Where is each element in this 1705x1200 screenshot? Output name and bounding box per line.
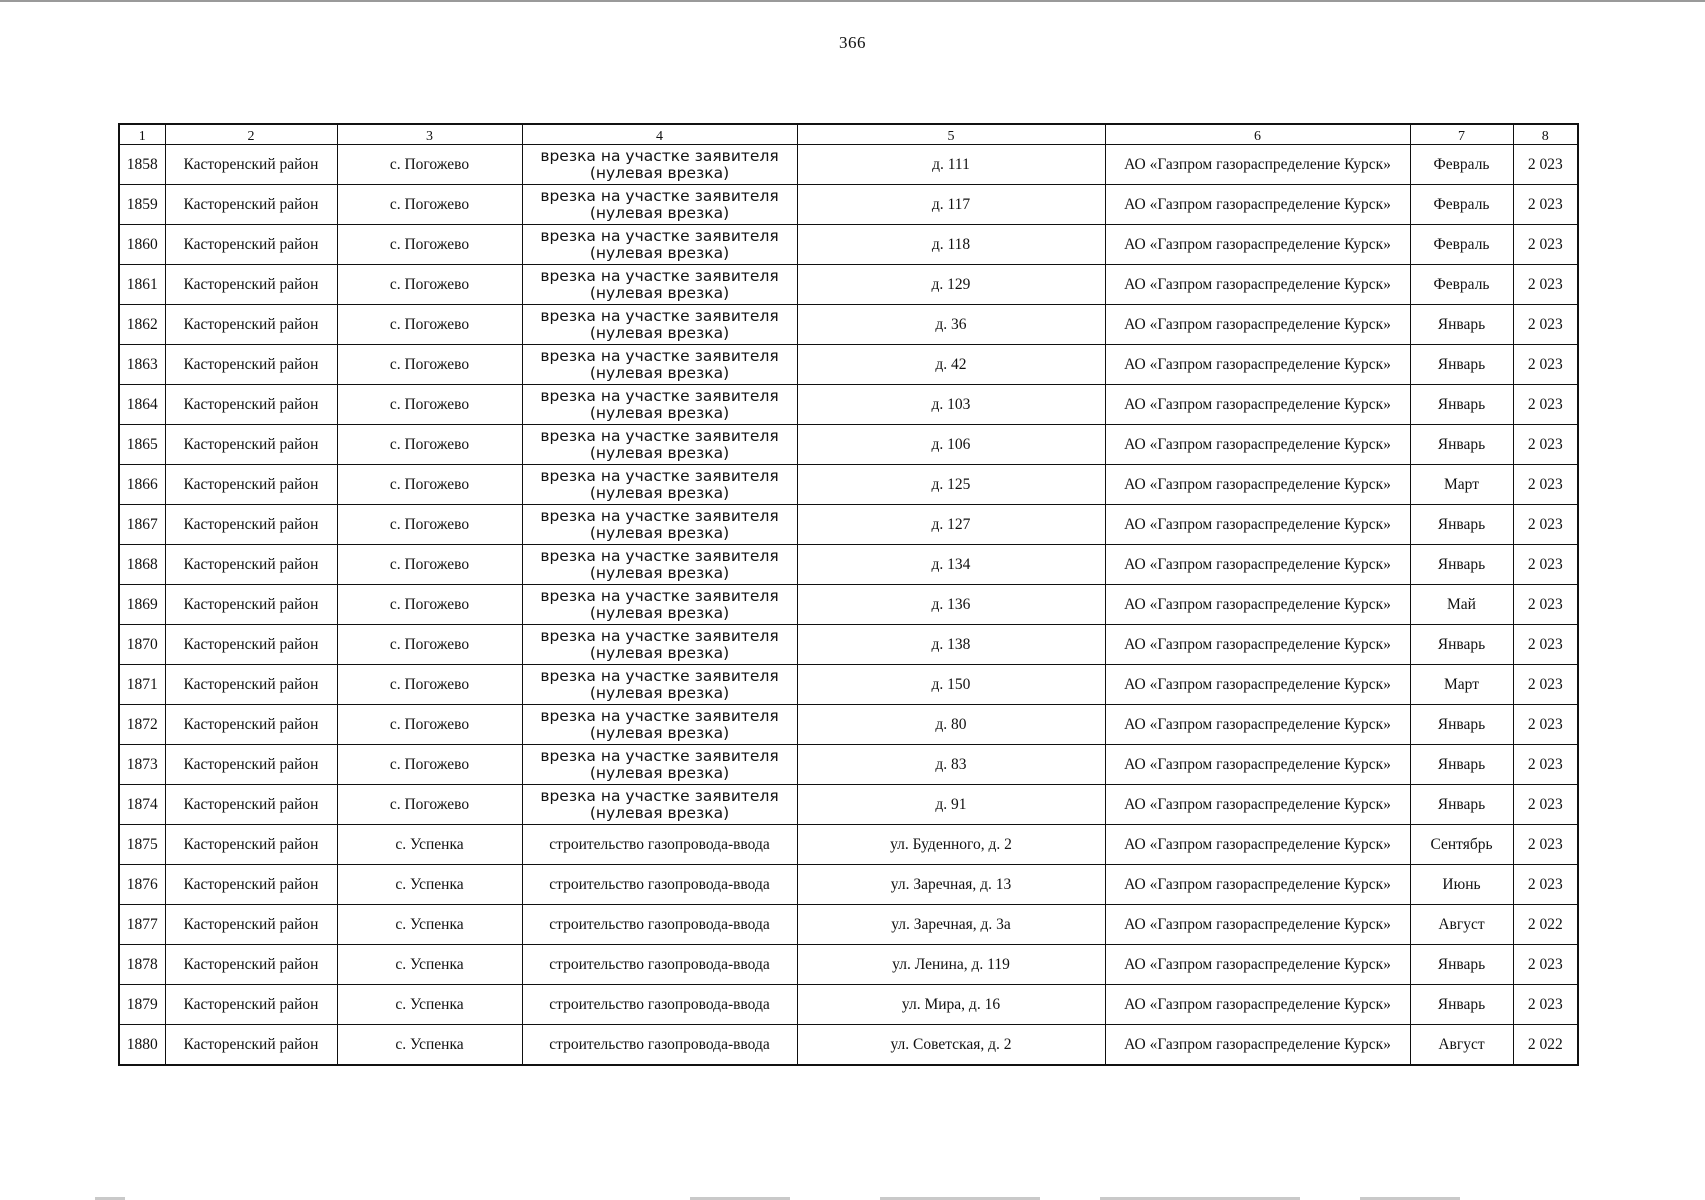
address-cell: д. 80 — [797, 705, 1105, 745]
year-cell: 2 023 — [1513, 465, 1578, 505]
month-cell: Январь — [1410, 945, 1513, 985]
work-type-cell: врезка на участке заявителя (нулевая врезка) — [522, 465, 797, 505]
settlement-cell: с. Успенка — [337, 825, 522, 865]
district-cell: Касторенский район — [165, 345, 337, 385]
address-cell: д. 111 — [797, 145, 1105, 185]
table-row — [119, 545, 1578, 585]
column-header: 2 — [165, 124, 337, 145]
table-row — [119, 185, 1578, 225]
row-number-cell: 1864 — [119, 385, 165, 425]
year-cell: 2 023 — [1513, 145, 1578, 185]
gasification-register-table — [118, 123, 1579, 1066]
table-row — [119, 145, 1578, 185]
year-cell: 2 023 — [1513, 745, 1578, 785]
settlement-cell: с. Погожево — [337, 465, 522, 505]
row-number-cell: 1870 — [119, 625, 165, 665]
address-cell: д. 129 — [797, 265, 1105, 305]
row-number-cell: 1860 — [119, 225, 165, 265]
row-number-cell: 1879 — [119, 985, 165, 1025]
work-type-cell: врезка на участке заявителя (нулевая врезка) — [522, 505, 797, 545]
settlement-cell: с. Погожево — [337, 345, 522, 385]
table-row — [119, 785, 1578, 825]
table-row — [119, 505, 1578, 545]
row-number-cell: 1865 — [119, 425, 165, 465]
settlement-cell: с. Погожево — [337, 665, 522, 705]
table-row — [119, 225, 1578, 265]
month-cell: Август — [1410, 905, 1513, 945]
district-cell: Касторенский район — [165, 265, 337, 305]
district-cell: Касторенский район — [165, 225, 337, 265]
address-cell: д. 91 — [797, 785, 1105, 825]
organization-cell: АО «Газпром газораспределение Курск» — [1105, 705, 1410, 745]
year-cell: 2 023 — [1513, 985, 1578, 1025]
table-row — [119, 945, 1578, 985]
year-cell: 2 023 — [1513, 705, 1578, 745]
settlement-cell: с. Успенка — [337, 865, 522, 905]
year-cell: 2 023 — [1513, 305, 1578, 345]
row-number-cell: 1875 — [119, 825, 165, 865]
row-number-cell: 1866 — [119, 465, 165, 505]
column-header: 3 — [337, 124, 522, 145]
row-number-cell: 1861 — [119, 265, 165, 305]
district-cell: Касторенский район — [165, 185, 337, 225]
district-cell: Касторенский район — [165, 145, 337, 185]
work-type-cell: врезка на участке заявителя (нулевая врезка) — [522, 665, 797, 705]
settlement-cell: с. Успенка — [337, 1025, 522, 1065]
district-cell: Касторенский район — [165, 705, 337, 745]
month-cell: Январь — [1410, 745, 1513, 785]
month-cell: Январь — [1410, 545, 1513, 585]
organization-cell: АО «Газпром газораспределение Курск» — [1105, 265, 1410, 305]
district-cell: Касторенский район — [165, 385, 337, 425]
row-number-cell: 1869 — [119, 585, 165, 625]
month-cell: Январь — [1410, 425, 1513, 465]
address-cell: д. 83 — [797, 745, 1105, 785]
settlement-cell: с. Погожево — [337, 145, 522, 185]
month-cell: Январь — [1410, 625, 1513, 665]
organization-cell: АО «Газпром газораспределение Курск» — [1105, 985, 1410, 1025]
year-cell: 2 023 — [1513, 825, 1578, 865]
row-number-cell: 1873 — [119, 745, 165, 785]
row-number-cell: 1876 — [119, 865, 165, 905]
settlement-cell: с. Погожево — [337, 625, 522, 665]
table-body — [119, 145, 1578, 1065]
work-type-cell: врезка на участке заявителя (нулевая врезка) — [522, 425, 797, 465]
address-cell: ул. Заречная, д. 13 — [797, 865, 1105, 905]
address-cell: д. 117 — [797, 185, 1105, 225]
organization-cell: АО «Газпром газораспределение Курск» — [1105, 1025, 1410, 1065]
address-cell: ул. Ленина, д. 119 — [797, 945, 1105, 985]
table-row — [119, 585, 1578, 625]
settlement-cell: с. Погожево — [337, 585, 522, 625]
work-type-cell: врезка на участке заявителя (нулевая врезка) — [522, 705, 797, 745]
month-cell: Март — [1410, 465, 1513, 505]
month-cell: Март — [1410, 665, 1513, 705]
table-row — [119, 705, 1578, 745]
address-cell: ул. Буденного, д. 2 — [797, 825, 1105, 865]
settlement-cell: с. Успенка — [337, 945, 522, 985]
column-header: 6 — [1105, 124, 1410, 145]
work-type-cell: врезка на участке заявителя (нулевая врезка) — [522, 385, 797, 425]
table-row — [119, 465, 1578, 505]
column-header: 5 — [797, 124, 1105, 145]
month-cell: Февраль — [1410, 225, 1513, 265]
address-cell: д. 118 — [797, 225, 1105, 265]
organization-cell: АО «Газпром газораспределение Курск» — [1105, 425, 1410, 465]
table-row — [119, 825, 1578, 865]
row-number-cell: 1868 — [119, 545, 165, 585]
district-cell: Касторенский район — [165, 465, 337, 505]
row-number-cell: 1872 — [119, 705, 165, 745]
district-cell: Касторенский район — [165, 425, 337, 465]
work-type-cell: врезка на участке заявителя (нулевая врезка) — [522, 265, 797, 305]
settlement-cell: с. Погожево — [337, 385, 522, 425]
organization-cell: АО «Газпром газораспределение Курск» — [1105, 865, 1410, 905]
work-type-cell: строительство газопровода-ввода — [522, 945, 797, 985]
organization-cell: АО «Газпром газораспределение Курск» — [1105, 225, 1410, 265]
month-cell: Август — [1410, 1025, 1513, 1065]
year-cell: 2 023 — [1513, 265, 1578, 305]
district-cell: Касторенский район — [165, 865, 337, 905]
settlement-cell: с. Погожево — [337, 265, 522, 305]
organization-cell: АО «Газпром газораспределение Курск» — [1105, 385, 1410, 425]
row-number-cell: 1863 — [119, 345, 165, 385]
settlement-cell: с. Погожево — [337, 785, 522, 825]
table-row — [119, 385, 1578, 425]
month-cell: Январь — [1410, 505, 1513, 545]
address-cell: д. 42 — [797, 345, 1105, 385]
page-number: 366 — [839, 33, 866, 52]
organization-cell: АО «Газпром газораспределение Курск» — [1105, 465, 1410, 505]
month-cell: Январь — [1410, 985, 1513, 1025]
year-cell: 2 022 — [1513, 1025, 1578, 1065]
work-type-cell: строительство газопровода-ввода — [522, 825, 797, 865]
row-number-cell: 1880 — [119, 1025, 165, 1065]
settlement-cell: с. Погожево — [337, 185, 522, 225]
organization-cell: АО «Газпром газораспределение Курск» — [1105, 545, 1410, 585]
work-type-cell: врезка на участке заявителя (нулевая врезка) — [522, 185, 797, 225]
district-cell: Касторенский район — [165, 585, 337, 625]
year-cell: 2 023 — [1513, 505, 1578, 545]
row-number-cell: 1859 — [119, 185, 165, 225]
district-cell: Касторенский район — [165, 545, 337, 585]
year-cell: 2 023 — [1513, 225, 1578, 265]
address-cell: ул. Заречная, д. 3а — [797, 905, 1105, 945]
district-cell: Касторенский район — [165, 505, 337, 545]
organization-cell: АО «Газпром газораспределение Курск» — [1105, 145, 1410, 185]
settlement-cell: с. Погожево — [337, 745, 522, 785]
month-cell: Январь — [1410, 705, 1513, 745]
year-cell: 2 022 — [1513, 905, 1578, 945]
work-type-cell: врезка на участке заявителя (нулевая врезка) — [522, 625, 797, 665]
year-cell: 2 023 — [1513, 665, 1578, 705]
year-cell: 2 023 — [1513, 185, 1578, 225]
address-cell: д. 36 — [797, 305, 1105, 345]
settlement-cell: с. Погожево — [337, 545, 522, 585]
address-cell: д. 103 — [797, 385, 1105, 425]
table-row — [119, 865, 1578, 905]
organization-cell: АО «Газпром газораспределение Курск» — [1105, 185, 1410, 225]
settlement-cell: с. Погожево — [337, 305, 522, 345]
month-cell: Январь — [1410, 385, 1513, 425]
year-cell: 2 023 — [1513, 585, 1578, 625]
row-number-cell: 1878 — [119, 945, 165, 985]
column-header: 4 — [522, 124, 797, 145]
year-cell: 2 023 — [1513, 625, 1578, 665]
organization-cell: АО «Газпром газораспределение Курск» — [1105, 305, 1410, 345]
table-row — [119, 625, 1578, 665]
column-header: 7 — [1410, 124, 1513, 145]
settlement-cell: с. Успенка — [337, 985, 522, 1025]
month-cell: Январь — [1410, 785, 1513, 825]
address-cell: ул. Мира, д. 16 — [797, 985, 1105, 1025]
table-row — [119, 265, 1578, 305]
table-row — [119, 1025, 1578, 1065]
work-type-cell: врезка на участке заявителя (нулевая врезка) — [522, 545, 797, 585]
address-cell: д. 150 — [797, 665, 1105, 705]
work-type-cell: врезка на участке заявителя (нулевая врезка) — [522, 745, 797, 785]
work-type-cell: строительство газопровода-ввода — [522, 905, 797, 945]
district-cell: Касторенский район — [165, 985, 337, 1025]
column-header: 8 — [1513, 124, 1578, 145]
address-cell: ул. Советская, д. 2 — [797, 1025, 1105, 1065]
settlement-cell: с. Погожево — [337, 505, 522, 545]
organization-cell: АО «Газпром газораспределение Курск» — [1105, 825, 1410, 865]
row-number-cell: 1877 — [119, 905, 165, 945]
month-cell: Июнь — [1410, 865, 1513, 905]
organization-cell: АО «Газпром газораспределение Курск» — [1105, 345, 1410, 385]
settlement-cell: с. Погожево — [337, 225, 522, 265]
month-cell: Февраль — [1410, 145, 1513, 185]
year-cell: 2 023 — [1513, 425, 1578, 465]
district-cell: Касторенский район — [165, 945, 337, 985]
work-type-cell: врезка на участке заявителя (нулевая врезка) — [522, 345, 797, 385]
address-cell: д. 134 — [797, 545, 1105, 585]
organization-cell: АО «Газпром газораспределение Курск» — [1105, 665, 1410, 705]
table-row — [119, 665, 1578, 705]
month-cell: Январь — [1410, 345, 1513, 385]
district-cell: Касторенский район — [165, 825, 337, 865]
row-number-cell: 1871 — [119, 665, 165, 705]
organization-cell: АО «Газпром газораспределение Курск» — [1105, 905, 1410, 945]
organization-cell: АО «Газпром газораспределение Курск» — [1105, 945, 1410, 985]
settlement-cell: с. Успенка — [337, 905, 522, 945]
table-row — [119, 425, 1578, 465]
year-cell: 2 023 — [1513, 385, 1578, 425]
row-number-cell: 1858 — [119, 145, 165, 185]
address-cell: д. 127 — [797, 505, 1105, 545]
table-row — [119, 345, 1578, 385]
address-cell: д. 136 — [797, 585, 1105, 625]
work-type-cell: строительство газопровода-ввода — [522, 1025, 797, 1065]
table-row — [119, 905, 1578, 945]
row-number-cell: 1862 — [119, 305, 165, 345]
work-type-cell: строительство газопровода-ввода — [522, 985, 797, 1025]
settlement-cell: с. Погожево — [337, 425, 522, 465]
year-cell: 2 023 — [1513, 865, 1578, 905]
work-type-cell: врезка на участке заявителя (нулевая врезка) — [522, 785, 797, 825]
district-cell: Касторенский район — [165, 905, 337, 945]
month-cell: Январь — [1410, 305, 1513, 345]
table-row — [119, 745, 1578, 785]
work-type-cell: строительство газопровода-ввода — [522, 865, 797, 905]
organization-cell: АО «Газпром газораспределение Курск» — [1105, 625, 1410, 665]
year-cell: 2 023 — [1513, 945, 1578, 985]
year-cell: 2 023 — [1513, 785, 1578, 825]
month-cell: Февраль — [1410, 185, 1513, 225]
district-cell: Касторенский район — [165, 625, 337, 665]
month-cell: Май — [1410, 585, 1513, 625]
district-cell: Касторенский район — [165, 665, 337, 705]
work-type-cell: врезка на участке заявителя (нулевая врезка) — [522, 145, 797, 185]
column-number-header-row — [119, 124, 1578, 145]
month-cell: Сентябрь — [1410, 825, 1513, 865]
work-type-cell: врезка на участке заявителя (нулевая врезка) — [522, 225, 797, 265]
settlement-cell: с. Погожево — [337, 705, 522, 745]
address-cell: д. 125 — [797, 465, 1105, 505]
district-cell: Касторенский район — [165, 745, 337, 785]
address-cell: д. 138 — [797, 625, 1105, 665]
organization-cell: АО «Газпром газораспределение Курск» — [1105, 505, 1410, 545]
month-cell: Февраль — [1410, 265, 1513, 305]
row-number-cell: 1867 — [119, 505, 165, 545]
organization-cell: АО «Газпром газораспределение Курск» — [1105, 785, 1410, 825]
district-cell: Касторенский район — [165, 305, 337, 345]
address-cell: д. 106 — [797, 425, 1105, 465]
work-type-cell: врезка на участке заявителя (нулевая врезка) — [522, 585, 797, 625]
district-cell: Касторенский район — [165, 785, 337, 825]
row-number-cell: 1874 — [119, 785, 165, 825]
year-cell: 2 023 — [1513, 545, 1578, 585]
table-row — [119, 305, 1578, 345]
organization-cell: АО «Газпром газораспределение Курск» — [1105, 585, 1410, 625]
organization-cell: АО «Газпром газораспределение Курск» — [1105, 745, 1410, 785]
work-type-cell: врезка на участке заявителя (нулевая врезка) — [522, 305, 797, 345]
district-cell: Касторенский район — [165, 1025, 337, 1065]
scan-top-edge — [0, 0, 1705, 2]
year-cell: 2 023 — [1513, 345, 1578, 385]
table-row — [119, 985, 1578, 1025]
column-header: 1 — [119, 124, 165, 145]
